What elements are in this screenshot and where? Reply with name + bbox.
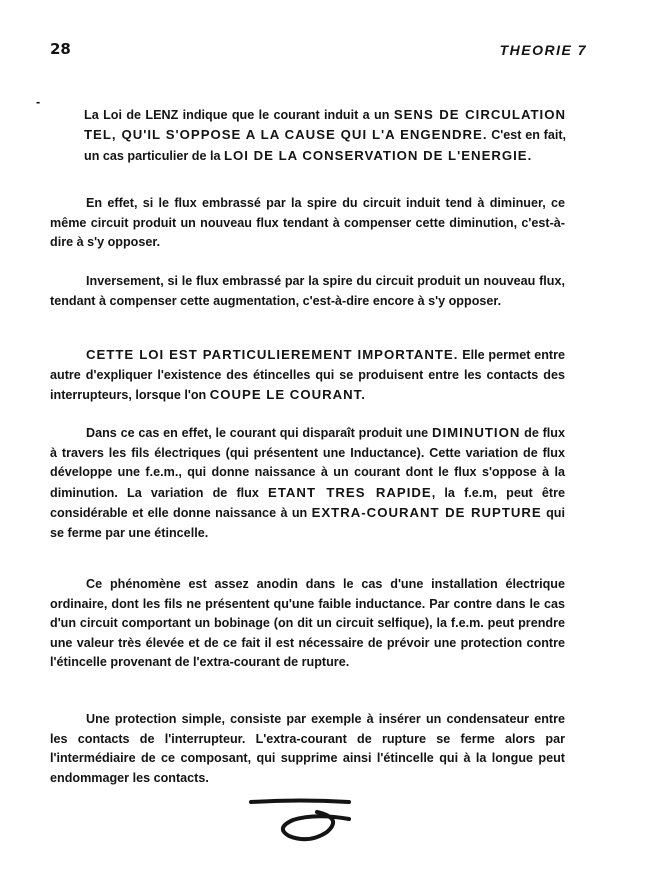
bullet-text [84,105,566,167]
lenz-law-bullet [36,92,566,179]
paragraph-2-text: Inversement, si le flux embrassé par la spire du circuit produit un nouveau flux, tendant à compenser cette augmentation, c'est-à-dire encore à s'y opposer. [50,274,565,308]
paragraph-3-text [50,345,565,406]
paragraph-4-part1: Dans ce cas en effet, le courant qui disparaît produit une [86,426,432,440]
paragraph-4-part4: qui se ferme par une étincelle. [50,506,565,540]
bullet-text-part1: La Loi de LENZ indique que le courant induit a un [84,107,394,122]
paragraph-4-text [50,423,565,544]
bullet-caps-sens: SENS DE CIRCULATION TEL, QU'IL S'OPPOSE A LA CAUSE QUI L'A ENGENDRE. [84,106,567,143]
paragraph-3-body: Elle permet entre autre d'expliquer l'existence des étincelles qui se produisent entre les contacts des interrupteurs, lorsque l'on [50,348,565,403]
paragraph-2 [50,272,565,311]
paragraph-1-text: En effet, si le flux embrassé par la spire du circuit induit tend à diminuer, ce même circuit produit un nouveau flux tendant à compenser cette diminution, c'est-à-dire à s'y opposer. [50,196,565,250]
running-head: THEORIE 7 [499,42,587,58]
end-flourish-icon [245,792,355,844]
paragraph-4-caps-rapide: ETANT TRES RAPIDE [268,484,432,500]
paragraph-1 [50,194,565,253]
paragraph-5-text: Ce phénomène est assez anodin dans le cas d'une installation électrique ordinaire, dont les fils ne présentent qu'une faible inductance. Par contre dans le cas d'un circuit comportant un bobinage (on dit un circuit selfique), la f.e.m. peut prendre une valeur très élevée et de ce fait il est nécessaire de prévoir une protection contre l'étincelle provenant de l'extra-courant de rupture. [50,577,565,670]
paragraph-4-part3: , la f.e.m, peut être considérable et elle donne naissance à un [50,485,566,521]
paragraph-4 [50,423,565,544]
paragraph-3-caps-coupe: COUPE LE COURANT. [209,387,366,403]
paragraph-3-caps-loi: CETTE LOI EST PARTICULIEREMENT IMPORTANTE. [86,347,459,362]
bullet-caps-loi: LOI DE LA CONSERVATION DE L'ENERGIE. [223,147,533,163]
bullet-marker: - [36,95,41,109]
paragraph-5 [50,575,565,673]
bullet-text-part2: C'est en fait, un cas particulier de la [84,128,567,163]
paragraph-6 [50,710,565,788]
paragraph-4-caps-extra-courant: EXTRA-COURANT DE RUPTURE [311,505,542,521]
page-number: 28 [50,40,71,58]
paragraph-6-text: Une protection simple, consiste par exemple à insérer un condensateur entre les contacts de l'interrupteur. L'extra-courant de rupture se ferme alors par l'intermédiaire de ce composant, qui supprime ainsi l'étincelle qui à la longue peut endommager les contacts. [50,712,565,785]
paragraph-3 [50,345,565,406]
paragraph-4-caps-diminution: DIMINUTION [431,425,521,440]
paragraph-4-part2: de flux à travers les fils électriques (qui présentent une Inductance). Cette variation de flux développe une f.e.m., qui donne naissance à un courant dont le flux s'oppose à la diminution. La variation de flux [50,426,565,500]
